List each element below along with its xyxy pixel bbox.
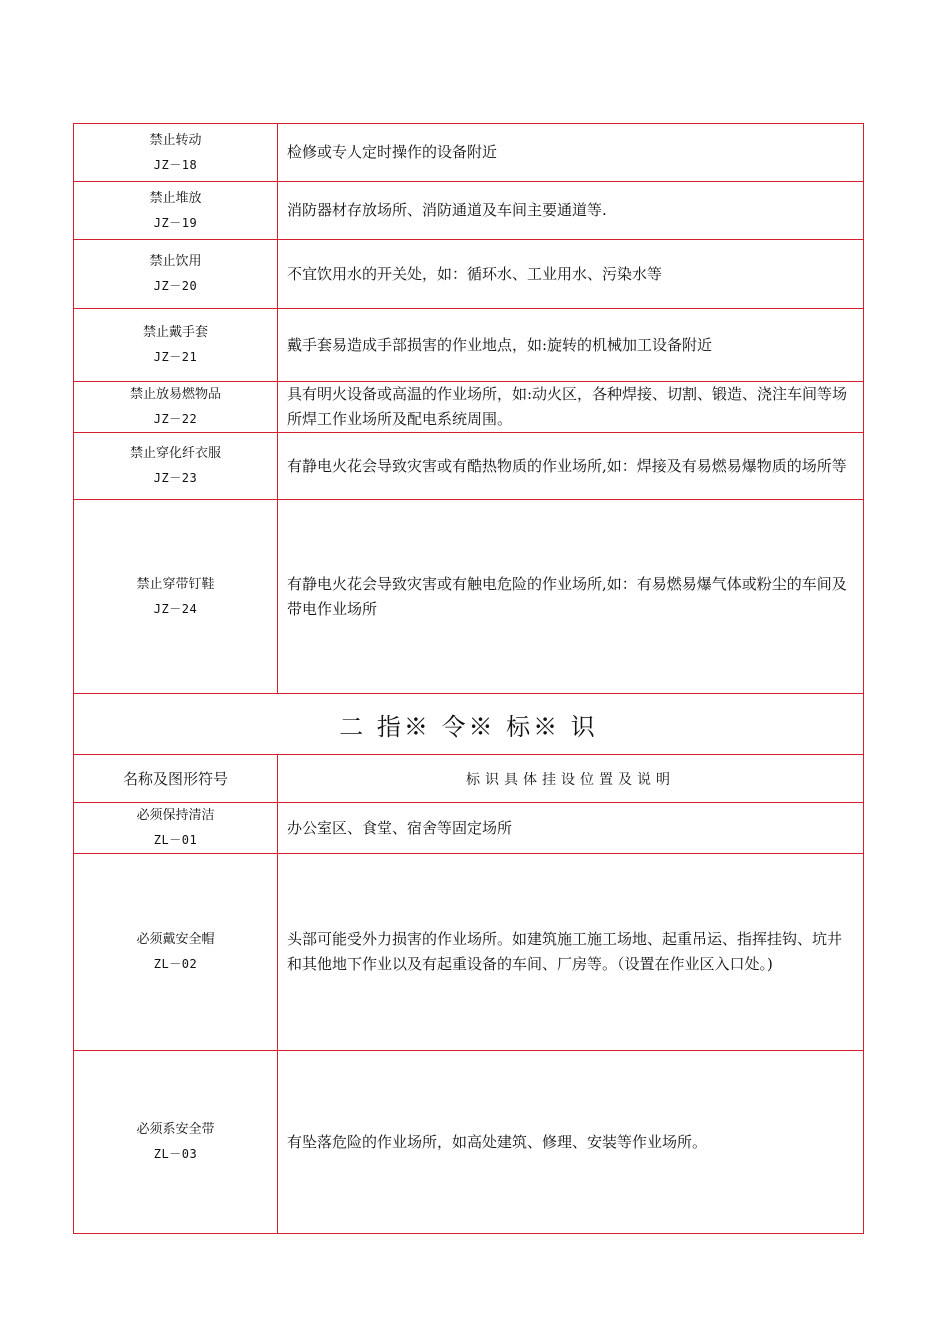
- sign-name: 禁止戴手套: [142, 325, 208, 340]
- sign-description: 消防器材存放场所、消防通道及车间主要通道等.: [278, 182, 864, 240]
- sign-name-cell: [74, 854, 278, 1051]
- table-row: [74, 433, 864, 500]
- column-header-row: [74, 755, 864, 803]
- table-row: [74, 500, 864, 694]
- sign-name-cell: [74, 240, 278, 309]
- table-row: [74, 1051, 864, 1234]
- table-row: [74, 854, 864, 1051]
- sign-name: 禁止穿化纤衣服: [129, 446, 221, 461]
- sign-code: JZ－20: [153, 279, 198, 293]
- sign-name-cell: [74, 309, 278, 382]
- sign-code: ZL－01: [153, 833, 198, 847]
- sign-name: 禁止堆放: [149, 190, 202, 206]
- sign-description: 戴手套易造成手部损害的作业地点，如:旋转的机械加工设备附近: [278, 309, 864, 382]
- sign-name: 禁止饮用: [149, 254, 202, 269]
- safety-sign-table: [73, 123, 864, 1234]
- column-header-name: 名称及图形符号: [74, 755, 278, 803]
- sign-description: 有坠落危险的作业场所，如高处建筑、修理、安装等作业场所。: [278, 1051, 864, 1234]
- sign-name-cell: [74, 124, 278, 182]
- sign-name: 禁止放易燃物品: [129, 387, 221, 402]
- sign-name: 禁止转动: [149, 132, 202, 148]
- sign-description: 检修或专人定时操作的设备附近: [278, 124, 864, 182]
- sign-name-cell: [74, 1051, 278, 1234]
- sign-code: JZ－24: [153, 601, 198, 616]
- sign-name: 必须保持清洁: [136, 808, 215, 823]
- sign-code: JZ－19: [153, 215, 198, 230]
- sign-code: ZL－03: [153, 1147, 198, 1161]
- sign-description: 有静电火花会导致灾害或有触电危险的作业场所,如：有易燃易爆气体或粉尘的车间及带电作业场所: [278, 500, 864, 694]
- table-row: [74, 309, 864, 382]
- sign-name-cell: [74, 500, 278, 694]
- table-row: [74, 803, 864, 854]
- sign-code: JZ－22: [153, 412, 198, 426]
- sign-code: JZ－21: [153, 350, 198, 364]
- sign-description: 办公室区、食堂、宿舍等固定场所: [278, 803, 864, 854]
- column-header-description: 标识具体挂设位置及说明: [278, 755, 864, 803]
- sign-name: 必须系安全带: [136, 1122, 215, 1137]
- sign-code: ZL－02: [153, 957, 198, 971]
- section-row: [74, 694, 864, 755]
- sign-code: JZ－18: [153, 157, 198, 172]
- table-row: [74, 382, 864, 433]
- table-row: [74, 240, 864, 309]
- sign-description: 具有明火设备或高温的作业场所，如:动火区，各种焊接、切割、锻造、浇注车间等场所焊工作业场所及配电系统周围。: [278, 382, 864, 433]
- table-row: [74, 124, 864, 182]
- sign-name: 禁止穿带钉鞋: [136, 576, 215, 592]
- sign-name: 必须戴安全帽: [136, 932, 215, 947]
- sign-description: 有静电火花会导致灾害或有酷热物质的作业场所,如：焊接及有易燃易爆物质的场所等: [278, 433, 864, 500]
- sign-name-cell: [74, 433, 278, 500]
- section-title: 二 指※ 令※ 标※ 识: [74, 694, 864, 755]
- sign-code: JZ－23: [153, 471, 198, 485]
- sign-name-cell: [74, 182, 278, 240]
- sign-description: 头部可能受外力损害的作业场所。如建筑施工施工场地、起重吊运、指挥挂钩、坑井和其他地下作业以及有起重设备的车间、厂房等。（设置在作业区入口处。): [278, 854, 864, 1051]
- sign-name-cell: [74, 382, 278, 433]
- sign-description: 不宜饮用水的开关处，如：循环水、工业用水、污染水等: [278, 240, 864, 309]
- sign-name-cell: [74, 803, 278, 854]
- table-row: [74, 182, 864, 240]
